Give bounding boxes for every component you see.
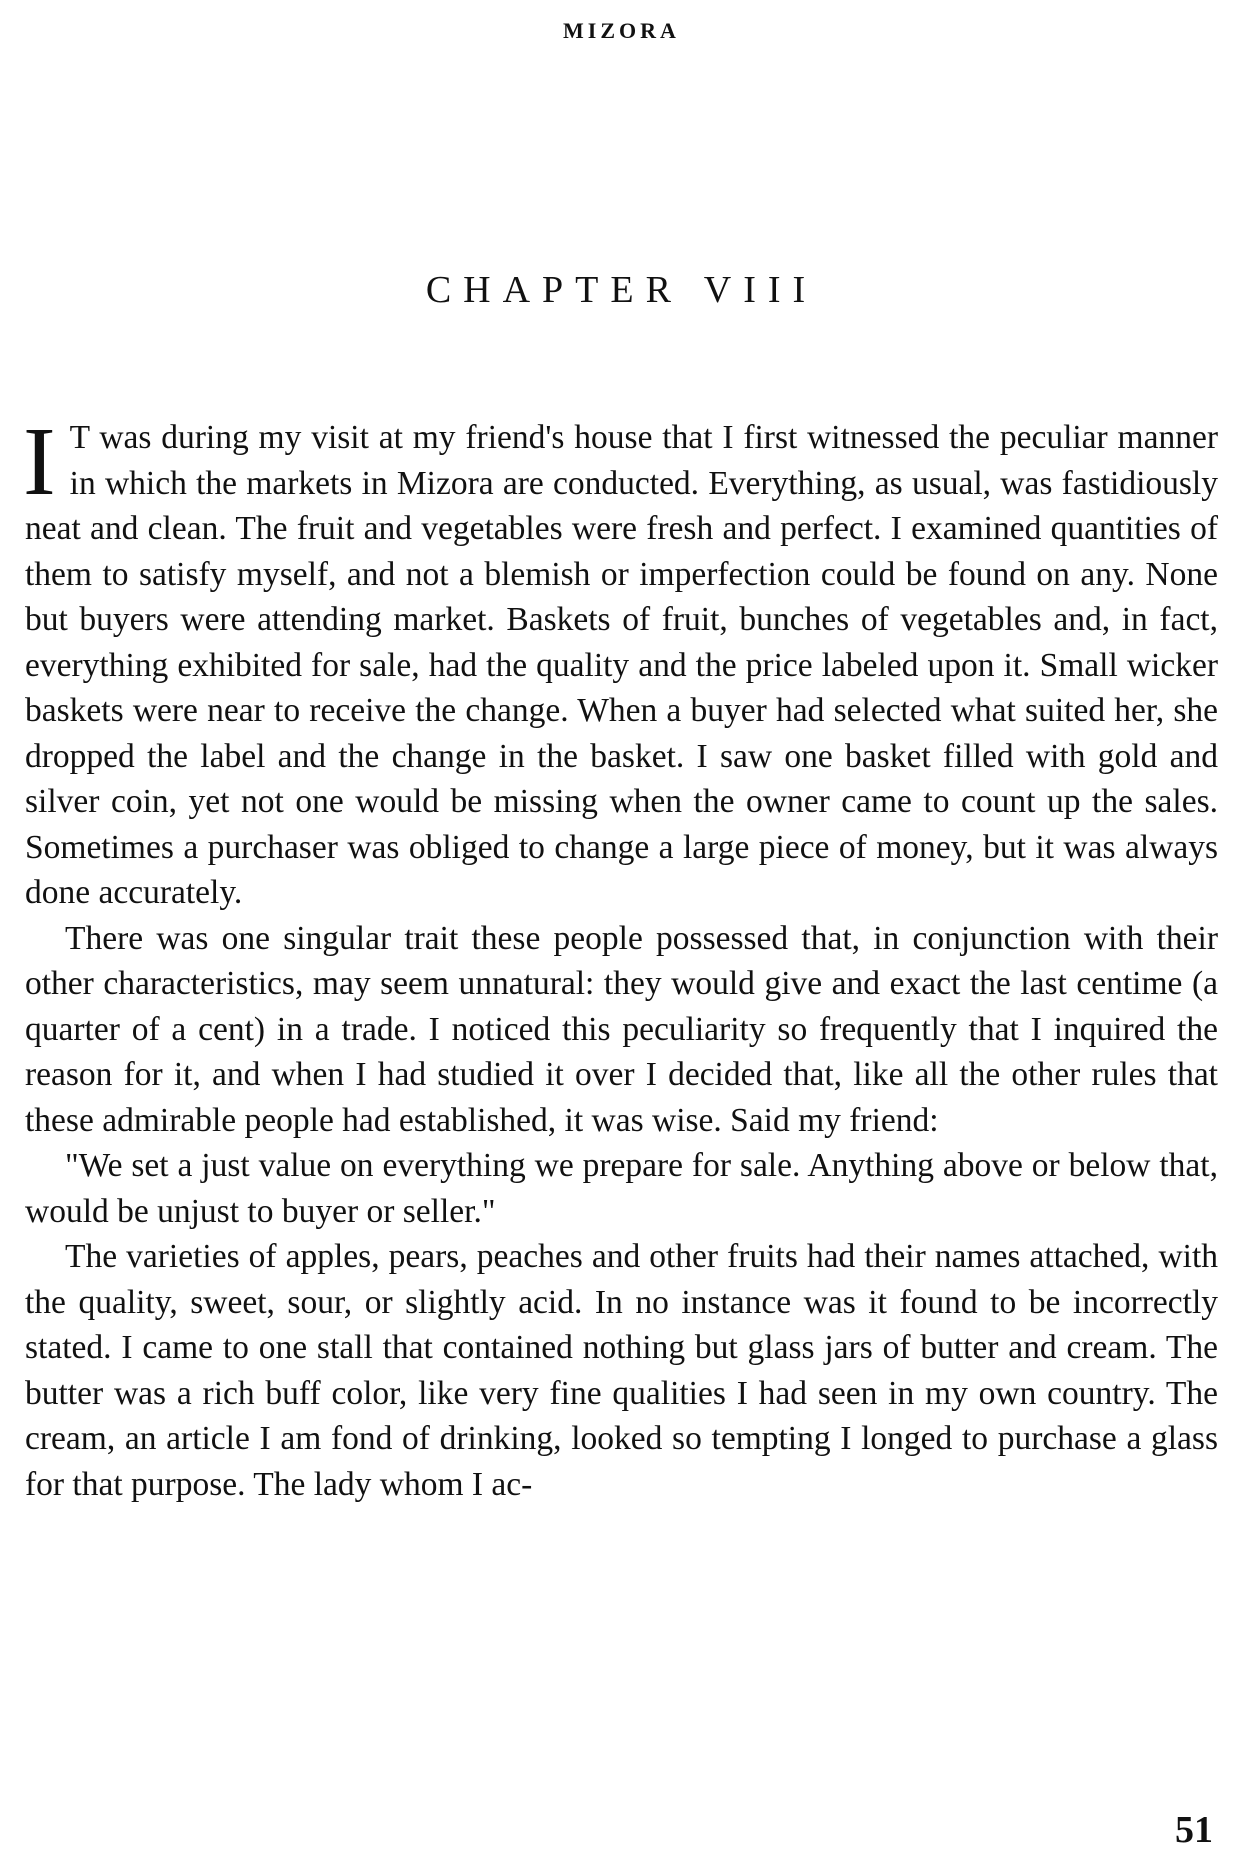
drop-cap: I	[23, 408, 56, 516]
page-number: 51	[1175, 1809, 1213, 1851]
chapter-body	[23, 408, 1218, 1507]
paragraph-1	[23, 408, 1218, 916]
chapter-title: CHAPTER VIII	[425, 269, 818, 311]
paragraph-3: "We set a just value on everything we prepare for sale. Anything above or below that, would be unjust to buyer or seller."	[25, 1147, 1218, 1230]
paragraph-1-text: T was during my visit at my friend's house that I first witnessed the peculiar manner in which the markets in Mizora are conducted. Everything, as usual, was fastidiously neat and clean. The fruit and vegetables were fresh and perfect. I examined quantities of them to satisfy myself, and not a blemish or imperfection could be found on any. None but buyers were attending market. Baskets of fruit, bunches of vegetables and, in fact, everything exhibited for sale, had the quality and the price labeled upon it. Small wicker baskets were near to receive the change. When a buyer had selected what suited her, she dropped the label and the change in the basket. I saw one basket filled with gold and silver coin, yet not one would be missing when the owner came to count up the sales. Sometimes a purchaser was obliged to change a large piece of money, but it was always done accurately.	[25, 419, 1218, 911]
paragraph-4: The varieties of apples, pears, peaches and other fruits had their names attached, with the quality, sweet, sour, or slightly acid. In no instance was it found to be incorrectly stated. I came to one stall that contained nothing but glass jars of butter and cream. The butter was a rich buff color, like very fine qualities I had seen in my own country. The cream, an article I am fond of drinking, looked so tempting I longed to purchase a glass for that purpose. The lady whom I ac-	[25, 1238, 1218, 1503]
running-head: MIZORA	[563, 18, 680, 43]
paragraph-2: There was one singular trait these people possessed that, in conjunction with their other characteristics, may seem unnatural: they would give and exact the last centime (a quarter of a cent) in a trade. I noticed this peculiarity so frequently that I inquired the reason for it, and when I had studied it over I decided that, like all the other rules that these admirable people had established, it was wise. Said my friend:	[25, 919, 1218, 1139]
